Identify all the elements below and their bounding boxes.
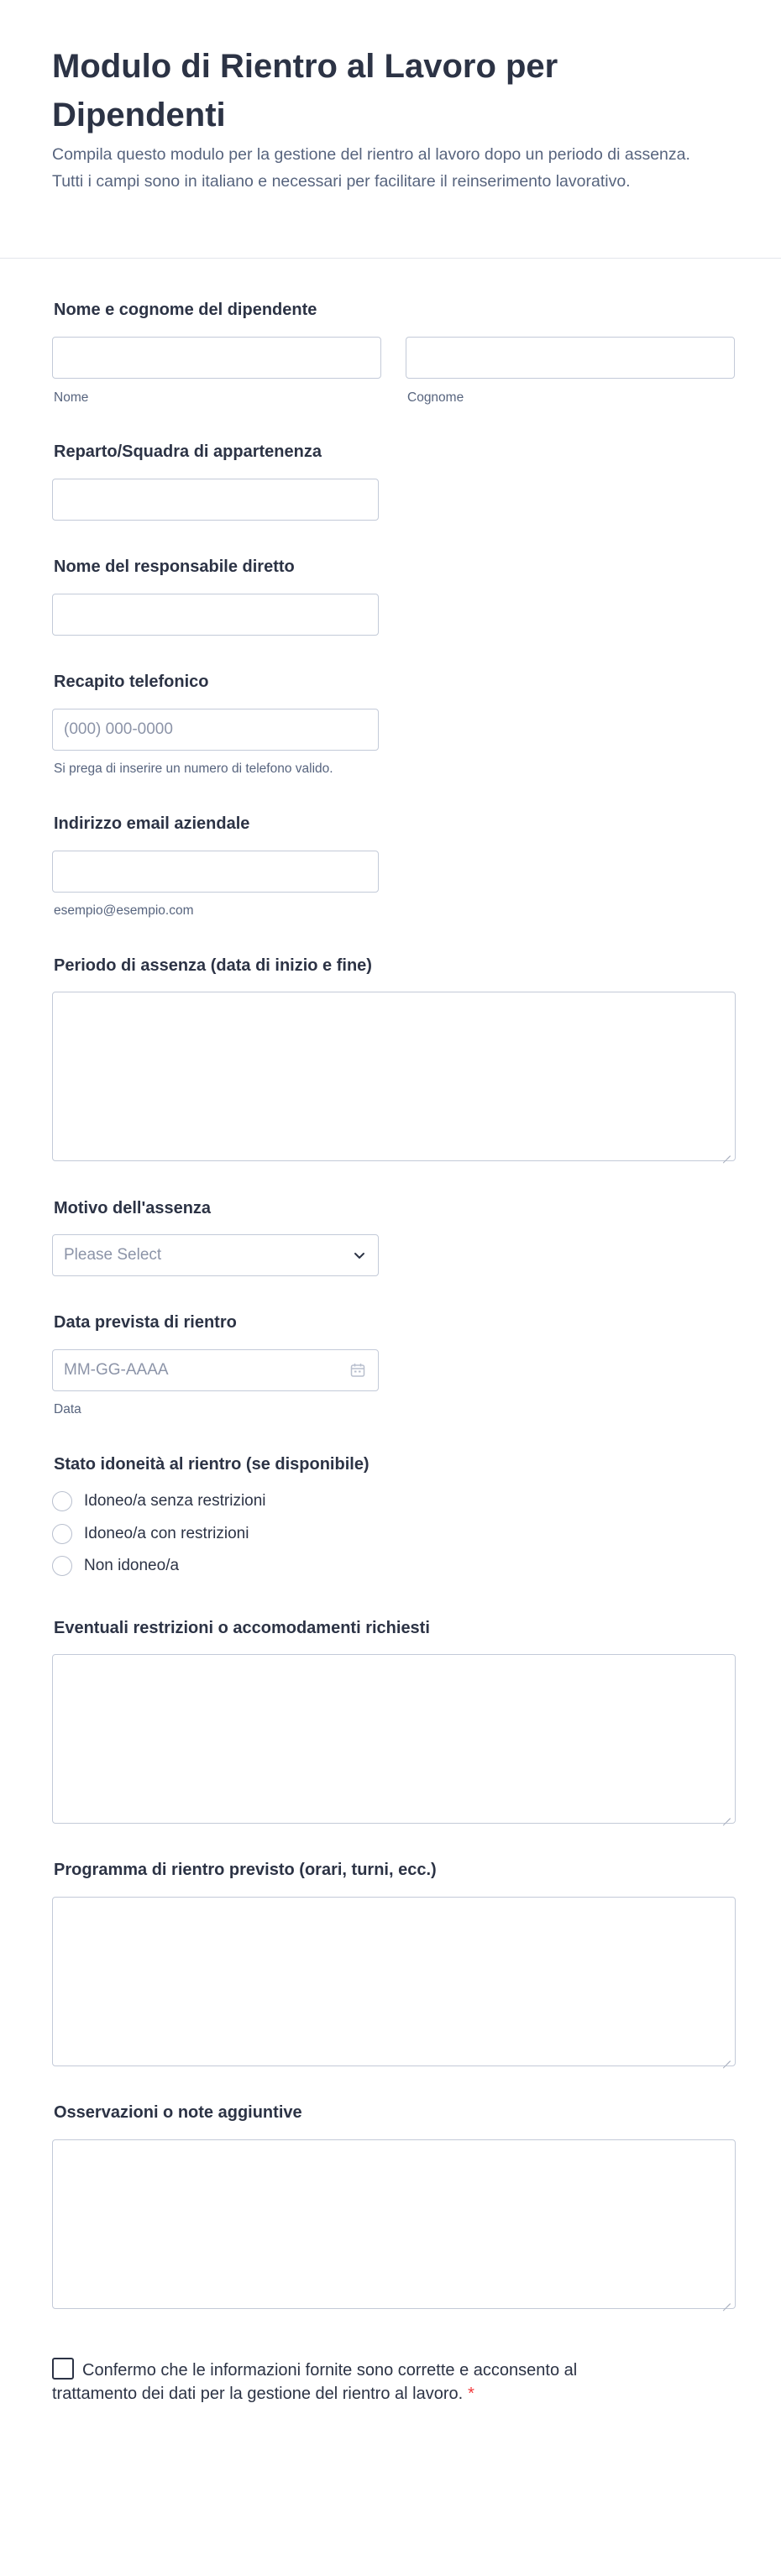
schedule-label: Programma di rientro previsto (orari, turni, ecc.) [54,1861,437,1879]
chevron-down-icon [353,1249,366,1262]
return-date-sublabel: Data [54,1402,81,1416]
calendar-icon[interactable] [349,1362,366,1379]
fitness-label: Stato idoneità al rientro (se disponibile) [54,1455,370,1474]
email-label: Indirizzo email aziendale [54,814,250,833]
absence-reason-select[interactable] [52,1234,379,1276]
form-description: Compila questo modulo per la gestione del rientro al lavoro dopo un periodo di assenza. Tutti i campi sono in italiano e necessari per facilitare il reinserimento lavorativo. [52,145,690,191]
required-asterisk: * [468,2385,474,2403]
fitness-option-label: Idoneo/a senza restrizioni [84,1492,266,1510]
consent-text: Confermo che le informazioni fornite sono corrette e acconsento al trattamento dei dati per la gestione del rientro al lavoro. [52,2361,578,2403]
manager-label: Nome del responsabile diretto [54,558,295,576]
resize-handle-icon[interactable] [722,1810,731,1819]
fitness-option-3[interactable] [52,1556,179,1576]
resize-handle-icon[interactable] [722,2053,731,2061]
resize-handle-icon[interactable] [722,2296,731,2304]
department-input[interactable] [52,479,379,521]
phone-placeholder: (000) 000-0000 [64,720,173,738]
absence-period-label: Periodo di assenza (data di inizio e fine) [54,956,372,975]
radio-button[interactable] [52,1556,72,1576]
phone-label: Recapito telefonico [54,673,209,691]
fitness-option-label: Idoneo/a con restrizioni [84,1525,249,1542]
last-name-input[interactable] [406,337,735,379]
department-label: Reparto/Squadra di appartenenza [54,442,322,461]
phone-sublabel: Si prega di inserire un numero di telefono valido. [54,762,333,776]
return-date-placeholder: MM-GG-AAAA [64,1361,169,1379]
first-name-input[interactable] [52,337,381,379]
restrictions-textarea[interactable] [52,1654,736,1824]
fitness-option-2[interactable] [52,1524,249,1544]
fitness-option-label: Non idoneo/a [84,1557,180,1574]
resize-handle-icon[interactable] [722,1148,731,1156]
phone-input[interactable] [52,709,379,751]
form-header [0,0,781,259]
first-name-sublabel: Nome [54,390,89,405]
email-sublabel: esempio@esempio.com [54,903,194,918]
return-date-input[interactable] [52,1349,379,1391]
radio-button[interactable] [52,1491,72,1511]
absence-reason-label: Motivo dell'assenza [54,1199,212,1217]
notes-textarea[interactable] [52,2139,736,2309]
form-title: Modulo di Rientro al Lavoro per Dipendenti [52,48,558,134]
manager-input[interactable] [52,594,379,636]
consent-checkbox-row[interactable] [52,2358,657,2406]
email-input[interactable] [52,851,379,893]
schedule-textarea[interactable] [52,1897,736,2066]
consent-checkbox[interactable] [52,2358,74,2380]
return-date-label: Data prevista di rientro [54,1313,237,1332]
radio-button[interactable] [52,1524,72,1544]
fitness-option-1[interactable] [52,1491,266,1511]
absence-period-textarea[interactable] [52,992,736,1161]
name-label: Nome e cognome del dipendente [54,301,317,319]
absence-reason-selected: Please Select [64,1246,162,1264]
last-name-sublabel: Cognome [407,390,464,405]
notes-label: Osservazioni o note aggiuntive [54,2103,302,2122]
restrictions-label: Eventuali restrizioni o accomodamenti richiesti [54,1619,430,1637]
